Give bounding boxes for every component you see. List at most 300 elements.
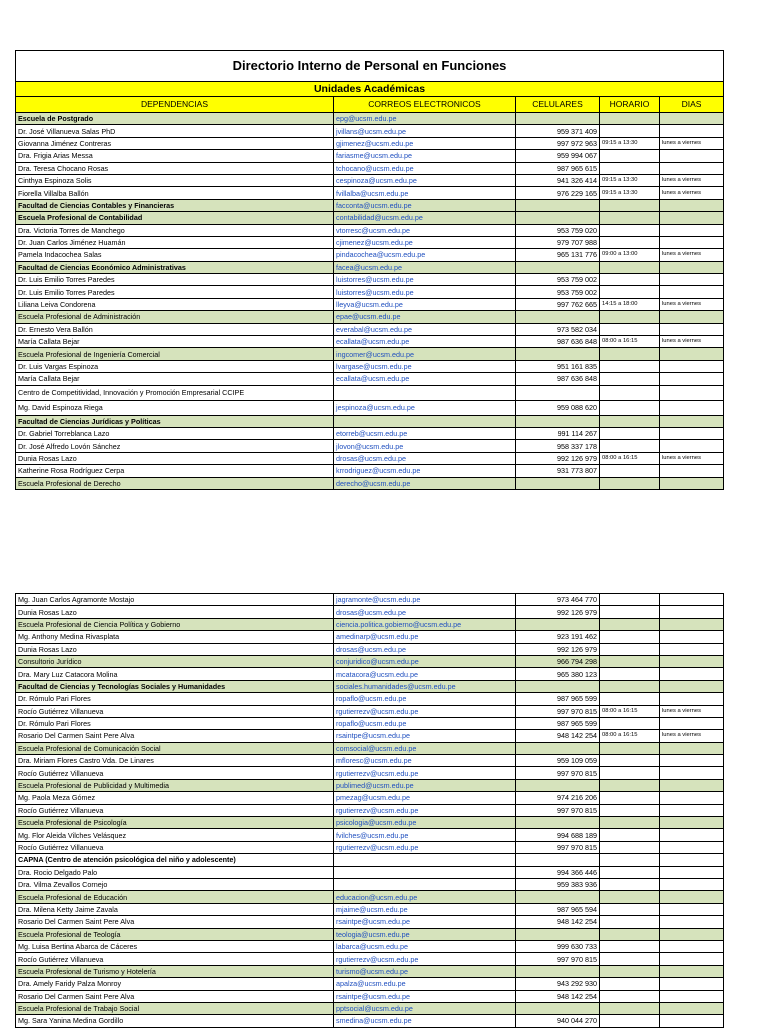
table-row (16, 767, 724, 779)
horario-cell (600, 928, 660, 940)
email-cell[interactable]: ingcomer@ucsm.edu.pe (334, 348, 516, 360)
group-row (16, 680, 724, 692)
dias-cell (660, 360, 724, 372)
group-row (16, 779, 724, 791)
dependencia-cell: Escuela Profesional de Administración (16, 311, 334, 323)
dependencia-cell: Dunia Rosas Lazo (16, 606, 334, 618)
email-cell[interactable]: rgutierrezv@ucsm.edu.pe (334, 767, 516, 779)
dias-cell (660, 1002, 724, 1014)
email-cell (334, 854, 516, 866)
phone-cell: 953 759 002 (516, 274, 600, 286)
horario-cell (600, 594, 660, 606)
email-cell[interactable]: publimed@ucsm.edu.pe (334, 779, 516, 791)
dependencia-cell: Dra. Amely Faridy Palza Monroy (16, 978, 334, 990)
horario-cell (600, 916, 660, 928)
email-cell[interactable]: amedinarp@ucsm.edu.pe (334, 631, 516, 643)
email-cell[interactable]: facconta@ucsm.edu.pe (334, 199, 516, 211)
email-cell[interactable]: apalza@ucsm.edu.pe (334, 978, 516, 990)
email-cell[interactable]: krrodriguez@ucsm.edu.pe (334, 465, 516, 477)
horario-cell: 09:15 a 13:30 (600, 187, 660, 199)
phone-cell: 974 216 206 (516, 792, 600, 804)
dependencia-cell: Escuela de Postgrado (16, 113, 334, 125)
email-cell[interactable]: drosas@ucsm.edu.pe (334, 606, 516, 618)
table-row (16, 452, 724, 464)
phone-cell: 976 229 165 (516, 187, 600, 199)
email-cell[interactable]: comsocial@ucsm.edu.pe (334, 742, 516, 754)
email-cell[interactable]: cjimenez@ucsm.edu.pe (334, 236, 516, 248)
email-cell[interactable]: luistorres@ucsm.edu.pe (334, 286, 516, 298)
horario-cell (600, 212, 660, 224)
horario-cell (600, 866, 660, 878)
horario-cell (600, 965, 660, 977)
table-row (16, 187, 724, 199)
dependencia-cell: Dr. José Alfredo Lovón Sánchez (16, 440, 334, 452)
horario-cell (600, 978, 660, 990)
dias-cell (660, 323, 724, 335)
dependencia-cell: Mg. Paola Meza Gómez (16, 792, 334, 804)
email-cell[interactable]: rsaintpe@ucsm.edu.pe (334, 916, 516, 928)
phone-cell (516, 891, 600, 903)
dependencia-cell: Centro de Competitividad, Innovación y Promoción Empresarial CCIPE (16, 385, 334, 400)
phone-cell: 992 126 979 (516, 606, 600, 618)
dias-cell (660, 866, 724, 878)
group-row (16, 965, 724, 977)
horario-cell (600, 643, 660, 655)
phone-cell: 948 142 254 (516, 990, 600, 1002)
group-row (16, 817, 724, 829)
dias-cell (660, 643, 724, 655)
column-header-celulares: CELULARES (516, 97, 600, 113)
dependencia-cell: Rocío Gutiérrez Villanueva (16, 767, 334, 779)
email-cell[interactable]: ecallata@ucsm.edu.pe (334, 373, 516, 385)
dependencia-cell: Dr. Luis Emilio Torres Paredes (16, 274, 334, 286)
dias-cell (660, 1015, 724, 1027)
table-row (16, 427, 724, 439)
dias-cell (660, 655, 724, 667)
horario-cell (600, 755, 660, 767)
email-cell[interactable]: jvillans@ucsm.edu.pe (334, 125, 516, 137)
horario-cell (600, 891, 660, 903)
dias-cell (660, 618, 724, 630)
phone-cell: 997 970 815 (516, 767, 600, 779)
phone-cell (516, 680, 600, 692)
dias-cell: lunes a viernes (660, 705, 724, 717)
dias-cell (660, 631, 724, 643)
email-cell[interactable]: luistorres@ucsm.edu.pe (334, 274, 516, 286)
horario-cell (600, 792, 660, 804)
email-cell[interactable]: rsaintpe@ucsm.edu.pe (334, 990, 516, 1002)
dias-cell (660, 829, 724, 841)
dependencia-cell: Liliana Leiva Condorena (16, 298, 334, 310)
phone-cell (516, 385, 600, 400)
dias-cell (660, 742, 724, 754)
phone-cell: 959 088 620 (516, 400, 600, 415)
phone-cell (516, 113, 600, 125)
horario-cell (600, 878, 660, 890)
dias-cell (660, 199, 724, 211)
horario-cell: 09:00 a 13:00 (600, 249, 660, 261)
phone-cell: 997 970 815 (516, 804, 600, 816)
dependencia-cell: Fiorella Villalba Ballón (16, 187, 334, 199)
dias-cell (660, 878, 724, 890)
email-cell[interactable]: ropaflo@ucsm.edu.pe (334, 717, 516, 729)
phone-cell: 958 337 178 (516, 440, 600, 452)
dias-cell: lunes a viernes (660, 452, 724, 464)
dependencia-cell: Mg. Flor Aleida Vilches Velásquez (16, 829, 334, 841)
table-row (16, 841, 724, 853)
horario-cell (600, 373, 660, 385)
phone-cell: 987 965 599 (516, 717, 600, 729)
group-row (16, 477, 724, 489)
email-cell[interactable]: rgutierrezv@ucsm.edu.pe (334, 705, 516, 717)
dias-cell (660, 693, 724, 705)
dias-cell (660, 965, 724, 977)
dias-cell (660, 594, 724, 606)
dependencia-cell: Dr. Rómulo Pari Flores (16, 717, 334, 729)
horario-cell (600, 348, 660, 360)
horario-cell (600, 286, 660, 298)
dias-cell (660, 990, 724, 1002)
dias-cell (660, 465, 724, 477)
email-cell[interactable]: jlovon@ucsm.edu.pe (334, 440, 516, 452)
dependencia-cell: Rosario Del Carmen Saint Pere Alva (16, 916, 334, 928)
horario-cell (600, 742, 660, 754)
dias-cell (660, 755, 724, 767)
dependencia-cell: Escuela Profesional de Comunicación Social (16, 742, 334, 754)
table-row (16, 990, 724, 1002)
horario-cell (600, 224, 660, 236)
dependencia-cell: Dra. Frigia Arias Messa (16, 150, 334, 162)
dias-cell (660, 978, 724, 990)
dependencia-cell: Facultad de Ciencias Jurídicas y Políticas (16, 415, 334, 427)
dias-cell (660, 891, 724, 903)
phone-cell (516, 854, 600, 866)
email-cell[interactable]: pindacochea@ucsm.edu.pe (334, 249, 516, 261)
dias-cell (660, 427, 724, 439)
dependencia-cell: Escuela Profesional de Trabajo Social (16, 1002, 334, 1014)
dias-cell (660, 440, 724, 452)
dias-cell (660, 841, 724, 853)
email-cell[interactable]: psicologia@ucsm.edu.pe (334, 817, 516, 829)
horario-cell (600, 113, 660, 125)
horario-cell (600, 668, 660, 680)
dependencia-cell: Giovanna Jiménez Contreras (16, 137, 334, 149)
section-title: Unidades Académicas (16, 82, 724, 97)
dias-cell (660, 953, 724, 965)
dependencia-cell: Escuela Profesional de Educación (16, 891, 334, 903)
dias-cell (660, 903, 724, 915)
dependencia-cell: Dr. Luis Vargas Espinoza (16, 360, 334, 372)
dependencia-cell: Dr. Rómulo Pari Flores (16, 693, 334, 705)
horario-cell: 08:00 a 16:15 (600, 336, 660, 348)
phone-cell: 948 142 254 (516, 916, 600, 928)
phone-cell: 959 994 067 (516, 150, 600, 162)
email-cell[interactable]: ecallata@ucsm.edu.pe (334, 336, 516, 348)
table-row (16, 643, 724, 655)
table-row (16, 137, 724, 149)
dias-cell: lunes a viernes (660, 137, 724, 149)
dependencia-cell: Mg. Anthony Medina Rivasplata (16, 631, 334, 643)
table-row (16, 792, 724, 804)
dias-cell: lunes a viernes (660, 174, 724, 186)
dias-cell (660, 311, 724, 323)
email-cell[interactable]: gjimenez@ucsm.edu.pe (334, 137, 516, 149)
dependencia-cell: Escuela Profesional de Contabilidad (16, 212, 334, 224)
column-header-dias: DIAS (660, 97, 724, 113)
dias-cell (660, 817, 724, 829)
email-cell[interactable]: jagramonte@ucsm.edu.pe (334, 594, 516, 606)
phone-cell: 959 109 059 (516, 755, 600, 767)
phone-cell: 931 773 807 (516, 465, 600, 477)
phone-cell: 965 131 776 (516, 249, 600, 261)
horario-cell (600, 360, 660, 372)
group-row (16, 348, 724, 360)
table-row (16, 224, 724, 236)
horario-cell (600, 199, 660, 211)
table-row (16, 162, 724, 174)
dependencia-cell: Dr. Juan Carlos Jiménez Huamán (16, 236, 334, 248)
phone-cell: 941 326 414 (516, 174, 600, 186)
dependencia-cell: Escuela Profesional de Teología (16, 928, 334, 940)
table-row (16, 916, 724, 928)
group-row (16, 891, 724, 903)
table-row (16, 323, 724, 335)
phone-cell: 948 142 254 (516, 730, 600, 742)
dependencia-cell: Dunia Rosas Lazo (16, 643, 334, 655)
dias-cell (660, 286, 724, 298)
horario-cell (600, 1015, 660, 1027)
email-cell[interactable]: mcatacora@ucsm.edu.pe (334, 668, 516, 680)
email-cell[interactable]: drosas@ucsm.edu.pe (334, 452, 516, 464)
phone-cell: 997 970 815 (516, 841, 600, 853)
dependencia-cell: Dr. Luis Emilio Torres Paredes (16, 286, 334, 298)
dependencia-cell: Facultad de Ciencias Económico Administrativas (16, 261, 334, 273)
email-cell[interactable]: jespinoza@ucsm.edu.pe (334, 400, 516, 415)
table-row (16, 717, 724, 729)
horario-cell (600, 618, 660, 630)
table-row (16, 854, 724, 866)
phone-cell: 987 965 594 (516, 903, 600, 915)
table-row (16, 631, 724, 643)
table-row (16, 125, 724, 137)
table-row (16, 174, 724, 186)
dependencia-cell: Dr. Gabriel Torreblanca Lazo (16, 427, 334, 439)
email-cell[interactable]: cespinoza@ucsm.edu.pe (334, 174, 516, 186)
email-cell (334, 385, 516, 400)
email-cell[interactable]: epg@ucsm.edu.pe (334, 113, 516, 125)
horario-cell: 09:15 a 13:30 (600, 137, 660, 149)
dias-cell (660, 125, 724, 137)
horario-cell (600, 990, 660, 1002)
table-row (16, 594, 724, 606)
dependencia-cell: Escuela Profesional de Psicología (16, 817, 334, 829)
horario-cell (600, 953, 660, 965)
dependencia-cell: Dra. Mary Luz Catacora Molina (16, 668, 334, 680)
table-row (16, 693, 724, 705)
dependencia-cell: Escuela Profesional de Ciencia Política y Gobierno (16, 618, 334, 630)
email-cell[interactable]: rgutierrezv@ucsm.edu.pe (334, 841, 516, 853)
column-header-horario: HORARIO (600, 97, 660, 113)
table-row (16, 360, 724, 372)
phone-cell: 994 688 189 (516, 829, 600, 841)
phone-cell (516, 817, 600, 829)
dependencia-cell: Consultorio Jurídico (16, 655, 334, 667)
horario-cell (600, 779, 660, 791)
email-cell[interactable]: tchocano@ucsm.edu.pe (334, 162, 516, 174)
dependencia-cell: Mg. David Espinoza Riega (16, 400, 334, 415)
group-row (16, 199, 724, 211)
table-row (16, 705, 724, 717)
group-row (16, 928, 724, 940)
email-cell[interactable]: pmezag@ucsm.edu.pe (334, 792, 516, 804)
dependencia-cell: Katherine Rosa Rodríguez Cerpa (16, 465, 334, 477)
dependencia-cell: Dra. Teresa Chocano Rosas (16, 162, 334, 174)
phone-cell: 923 191 462 (516, 631, 600, 643)
horario-cell: 09:15 a 13:30 (600, 174, 660, 186)
dependencia-cell: Escuela Profesional de Ingeniería Comercial (16, 348, 334, 360)
table-row (16, 465, 724, 477)
table-row (16, 236, 724, 248)
dias-cell (660, 916, 724, 928)
table-row (16, 373, 724, 385)
email-cell[interactable]: labarca@ucsm.edu.pe (334, 940, 516, 952)
phone-cell: 997 762 665 (516, 298, 600, 310)
horario-cell (600, 477, 660, 489)
dias-cell (660, 928, 724, 940)
phone-cell (516, 965, 600, 977)
horario-cell (600, 323, 660, 335)
group-row (16, 742, 724, 754)
dias-cell (660, 348, 724, 360)
table-row (16, 400, 724, 415)
email-cell[interactable]: rsaintpe@ucsm.edu.pe (334, 730, 516, 742)
email-cell[interactable]: pptsocial@ucsm.edu.pe (334, 1002, 516, 1014)
email-cell[interactable]: ciencia.politica.gobierno@ucsm.edu.pe (334, 618, 516, 630)
phone-cell: 943 292 930 (516, 978, 600, 990)
phone-cell (516, 415, 600, 427)
dias-cell: lunes a viernes (660, 298, 724, 310)
phone-cell: 965 380 123 (516, 668, 600, 680)
group-row (16, 415, 724, 427)
dependencia-cell: Rosario Del Carmen Saint Pere Alva (16, 730, 334, 742)
phone-cell: 940 044 270 (516, 1015, 600, 1027)
dependencia-cell: Dra. Miriam Flores Castro Vda. De Linares (16, 755, 334, 767)
dependencia-cell: Dra. Milena Ketty Jaime Zavala (16, 903, 334, 915)
table-row (16, 978, 724, 990)
dependencia-cell: Mg. Juan Carlos Agramonte Mostajo (16, 594, 334, 606)
horario-cell (600, 680, 660, 692)
horario-cell (600, 854, 660, 866)
email-cell[interactable]: everabal@ucsm.edu.pe (334, 323, 516, 335)
phone-cell: 987 965 599 (516, 693, 600, 705)
dependencia-cell: CAPNA (Centro de atención psicológica del niño y adolescente) (16, 854, 334, 866)
email-cell[interactable]: mjaime@ucsm.edu.pe (334, 903, 516, 915)
dias-cell (660, 150, 724, 162)
email-cell[interactable]: lvargase@ucsm.edu.pe (334, 360, 516, 372)
table-row (16, 440, 724, 452)
horario-cell (600, 693, 660, 705)
email-cell[interactable]: fariasme@ucsm.edu.pe (334, 150, 516, 162)
phone-cell: 992 126 979 (516, 452, 600, 464)
horario-cell (600, 162, 660, 174)
email-cell[interactable]: derecho@ucsm.edu.pe (334, 477, 516, 489)
dependencia-cell: Escuela Profesional de Turismo y Hotelería (16, 965, 334, 977)
horario-cell (600, 1002, 660, 1014)
email-cell[interactable]: epae@ucsm.edu.pe (334, 311, 516, 323)
email-cell[interactable]: rgutierrezv@ucsm.edu.pe (334, 804, 516, 816)
email-cell[interactable]: teologia@ucsm.edu.pe (334, 928, 516, 940)
dependencia-cell: Rosario Del Carmen Saint Pere Alva (16, 990, 334, 1002)
phone-cell (516, 779, 600, 791)
email-cell[interactable]: lleyva@ucsm.edu.pe (334, 298, 516, 310)
email-cell[interactable]: fvillalba@ucsm.edu.pe (334, 187, 516, 199)
email-cell[interactable]: smedina@ucsm.edu.pe (334, 1015, 516, 1027)
dias-cell (660, 477, 724, 489)
dias-cell (660, 212, 724, 224)
email-cell (334, 878, 516, 890)
phone-cell: 997 970 815 (516, 953, 600, 965)
email-cell[interactable]: rgutierrezv@ucsm.edu.pe (334, 953, 516, 965)
horario-cell (600, 415, 660, 427)
dias-cell (660, 606, 724, 618)
phone-cell: 997 970 815 (516, 705, 600, 717)
dependencia-cell: Dra. Rocio Delgado Palo (16, 866, 334, 878)
phone-cell: 991 114 267 (516, 427, 600, 439)
email-cell[interactable]: etorreb@ucsm.edu.pe (334, 427, 516, 439)
email-cell[interactable]: educacion@ucsm.edu.pe (334, 891, 516, 903)
dependencia-cell: Facultad de Ciencias y Tecnologías Sociales y Humanidades (16, 680, 334, 692)
phone-cell (516, 928, 600, 940)
email-cell[interactable]: sociales.humanidades@ucsm.edu.pe (334, 680, 516, 692)
email-cell[interactable]: mfloresc@ucsm.edu.pe (334, 755, 516, 767)
email-cell[interactable]: conjuridico@ucsm.edu.pe (334, 655, 516, 667)
dias-cell (660, 940, 724, 952)
horario-cell (600, 236, 660, 248)
email-cell[interactable]: turismo@ucsm.edu.pe (334, 965, 516, 977)
table-row (16, 804, 724, 816)
dependencia-cell: María Callata Bejar (16, 336, 334, 348)
table-row (16, 903, 724, 915)
email-cell[interactable]: ropaflo@ucsm.edu.pe (334, 693, 516, 705)
horario-cell (600, 717, 660, 729)
phone-cell (516, 212, 600, 224)
email-cell[interactable]: contabilidad@ucsm.edu.pe (334, 212, 516, 224)
email-cell[interactable]: drosas@ucsm.edu.pe (334, 643, 516, 655)
horario-cell (600, 841, 660, 853)
email-cell[interactable]: facea@ucsm.edu.pe (334, 261, 516, 273)
phone-cell: 979 707 988 (516, 236, 600, 248)
dias-cell (660, 373, 724, 385)
table-row (16, 1015, 724, 1027)
email-cell[interactable]: vtorresc@ucsm.edu.pe (334, 224, 516, 236)
document-title: Directorio Interno de Personal en Funciones (16, 51, 724, 82)
dias-cell (660, 415, 724, 427)
horario-cell (600, 903, 660, 915)
table-row (16, 385, 724, 400)
horario-cell (600, 400, 660, 415)
email-cell[interactable]: fvilches@ucsm.edu.pe (334, 829, 516, 841)
phone-cell (516, 311, 600, 323)
horario-cell (600, 767, 660, 779)
dias-cell (660, 717, 724, 729)
horario-cell (600, 829, 660, 841)
dependencia-cell: Rocío Gutiérrez Villanueva (16, 705, 334, 717)
dependencia-cell: Mg. Luisa Bertina Abarca de Cáceres (16, 940, 334, 952)
group-row (16, 618, 724, 630)
dias-cell (660, 767, 724, 779)
table-row (16, 668, 724, 680)
directory-table-bottom (15, 593, 724, 1028)
